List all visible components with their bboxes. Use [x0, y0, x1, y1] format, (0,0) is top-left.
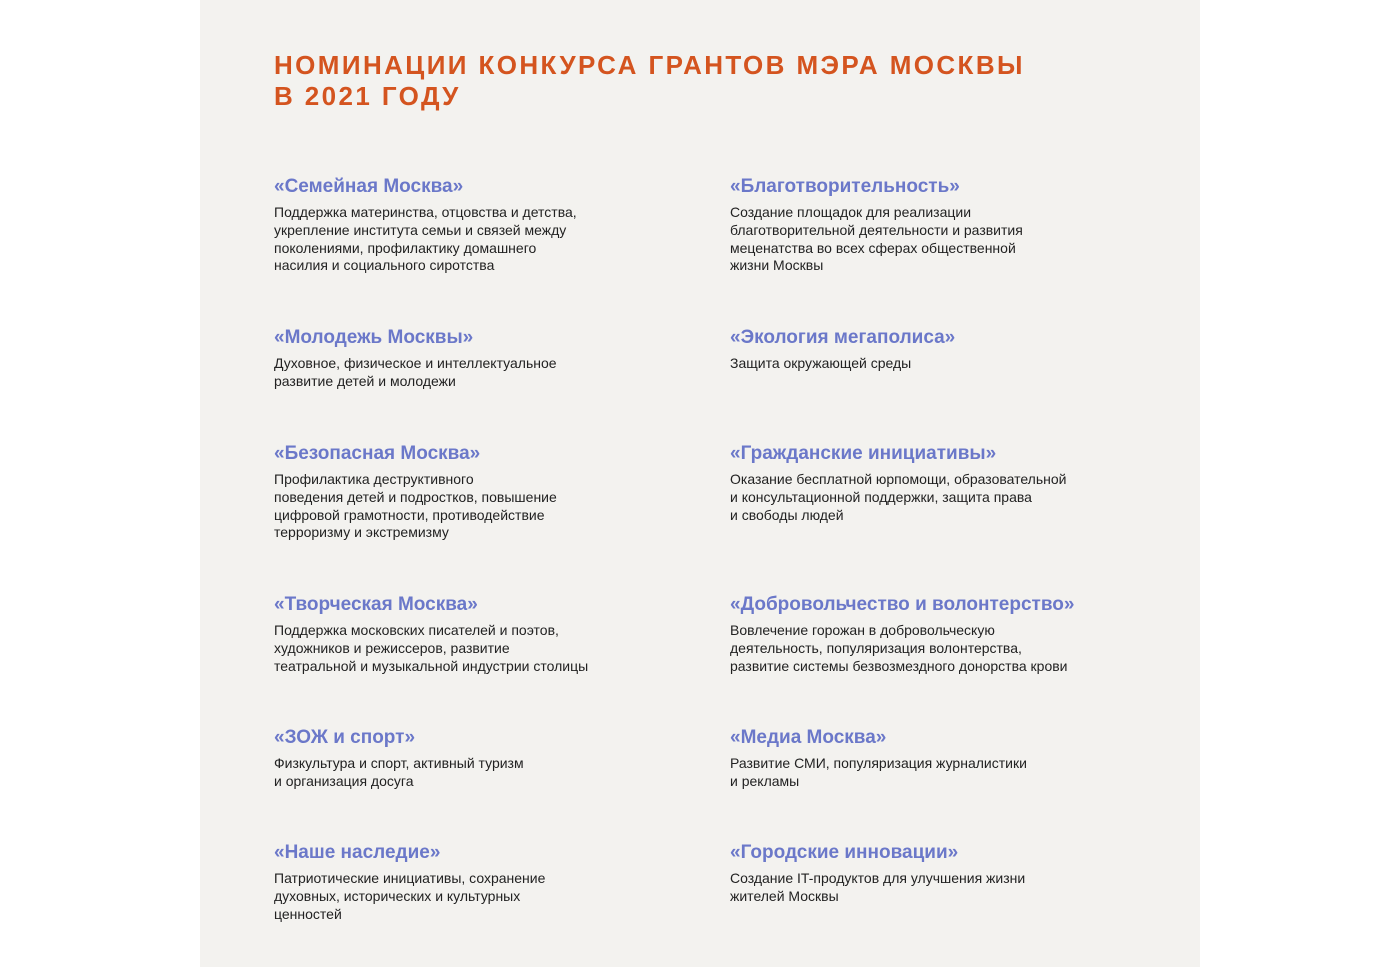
- nomination-description: Патриотические инициативы, сохранение духовных, исторических и культурных ценностей: [274, 870, 546, 922]
- nomination-description: Вовлечение горожан в добровольческую деятельность, популяризация волонтерства, развитие системы безвозмездного донорства крови: [730, 622, 1068, 674]
- nomination-title: «Творческая Москва»: [274, 594, 478, 615]
- content-panel: [200, 0, 1200, 967]
- nomination-civic-initiatives: [730, 442, 1130, 524]
- nomination-charity: [730, 175, 1130, 275]
- nomination-youth-moscow: [274, 326, 674, 391]
- nomination-title: «Благотворительность»: [730, 176, 960, 197]
- page-title-line-1: НОМИНАЦИИ КОНКУРСА ГРАНТОВ МЭРА МОСКВЫ: [274, 50, 1025, 80]
- nomination-volunteering: [730, 593, 1130, 675]
- nomination-heritage: [274, 841, 674, 923]
- nomination-description: Профилактика деструктивного поведения детей и подростков, повышение цифровой грамотности, противодействие терроризму и экстремизму: [274, 471, 557, 541]
- nomination-safe-moscow: [274, 442, 674, 542]
- nomination-description: Духовное, физическое и интеллектуальное развитие детей и молодежи: [274, 355, 557, 389]
- nomination-description: Развитие СМИ, популяризация журналистики и рекламы: [730, 755, 1027, 789]
- nomination-description: Поддержка московских писателей и поэтов, художников и режиссеров, развитие театральной и музыкальной индустрии столицы: [274, 622, 589, 674]
- nomination-family-moscow: [274, 175, 674, 275]
- nomination-title: «ЗОЖ и спорт»: [274, 727, 416, 748]
- page-title-line-2: В 2021 ГОДУ: [274, 81, 461, 111]
- nomination-title: «Молодежь Москвы»: [274, 327, 474, 348]
- nomination-title: «Городские инновации»: [730, 842, 959, 863]
- nomination-title: «Семейная Москва»: [274, 176, 464, 197]
- nomination-description: Физкультура и спорт, активный туризм и организация досуга: [274, 755, 524, 789]
- nomination-title: «Медиа Москва»: [730, 727, 887, 748]
- nomination-description: Создание IT-продуктов для улучшения жизни жителей Москвы: [730, 870, 1026, 904]
- nomination-title: «Гражданские инициативы»: [730, 443, 997, 464]
- page-title: [274, 50, 1025, 112]
- nomination-healthy-lifestyle: [274, 726, 674, 791]
- nomination-media-moscow: [730, 726, 1130, 791]
- nomination-description: Оказание бесплатной юрпомощи, образовательной и консультационной поддержки, защита права и свободы людей: [730, 471, 1067, 523]
- nomination-ecology: [730, 326, 1130, 373]
- nomination-title: «Добровольчество и волонтерство»: [730, 594, 1075, 615]
- nomination-urban-innovation: [730, 841, 1130, 906]
- nomination-title: «Экология мегаполиса»: [730, 327, 956, 348]
- nomination-title: «Наше наследие»: [274, 842, 441, 863]
- nomination-description: Создание площадок для реализации благотворительной деятельности и развития меценатства во всех сферах общественной жизни Москвы: [730, 204, 1023, 274]
- nomination-description: Защита окружающей среды: [730, 355, 912, 371]
- nomination-creative-moscow: [274, 593, 674, 675]
- nomination-title: «Безопасная Москва»: [274, 443, 481, 464]
- nomination-description: Поддержка материнства, отцовства и детства, укрепление института семьи и связей между поколениями, профилактику домашнего насилия и социального сиротства: [274, 204, 577, 274]
